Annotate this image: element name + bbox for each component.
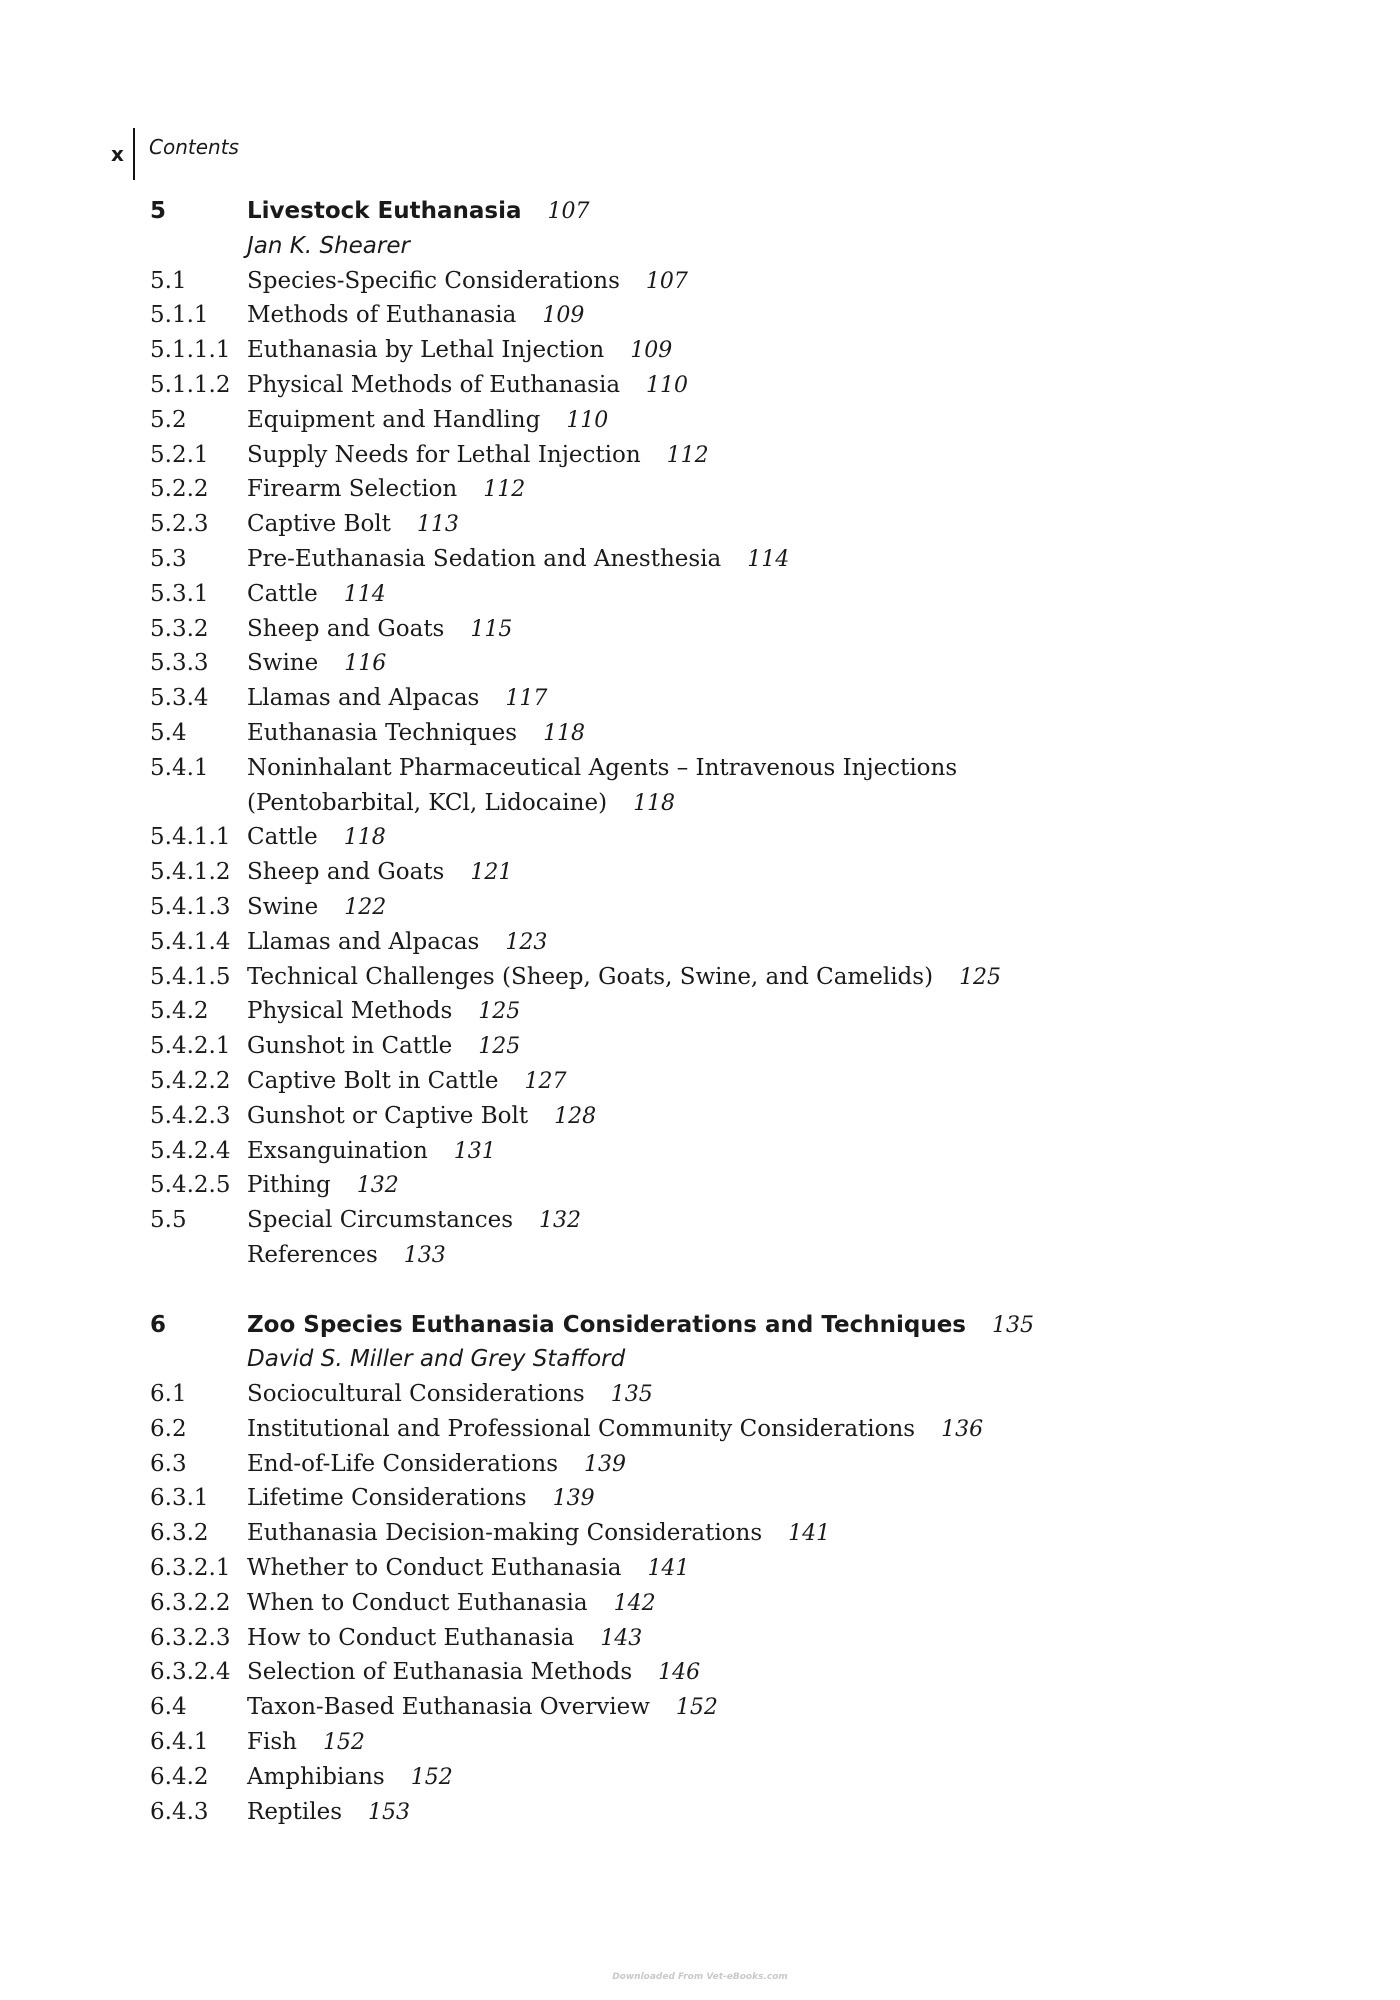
section-number: 5.2 <box>150 406 187 433</box>
toc-entry <box>150 264 1300 299</box>
section-number: 6.3 <box>150 1450 187 1477</box>
section-page-number: 112 <box>483 477 526 503</box>
section-page-number: 143 <box>600 1625 643 1651</box>
section-title: Swine <box>247 893 319 920</box>
section-number: 5.1.1.2 <box>150 371 231 398</box>
toc-entry <box>150 646 1300 681</box>
section-title: Exsanguination <box>247 1137 428 1164</box>
toc-entry <box>150 1551 1300 1586</box>
toc-entry <box>150 1760 1300 1795</box>
toc-entry <box>150 438 1300 473</box>
section-title: Institutional and Professional Community Considerations <box>247 1415 916 1442</box>
toc-entry <box>150 1029 1300 1064</box>
section-number: 6.4 <box>150 1694 187 1721</box>
section-title: Gunshot in Cattle <box>247 1033 453 1060</box>
section-number: 6.4.1 <box>150 1729 209 1756</box>
section-title: Physical Methods <box>247 998 453 1025</box>
chapter-title: Zoo Species Euthanasia Considerations and Techniques <box>247 1311 966 1338</box>
section-page-number: 117 <box>505 686 548 712</box>
section-page-number: 115 <box>470 616 513 642</box>
section-title: Special Circumstances <box>247 1207 514 1234</box>
toc-entry <box>150 1134 1300 1169</box>
section-page-number: 118 <box>633 790 676 816</box>
toc-entry <box>150 1203 1300 1238</box>
toc-entry <box>150 786 1300 821</box>
section-page-number: 152 <box>675 1695 718 1721</box>
section-title: Sheep and Goats <box>247 615 445 642</box>
section-title: Cattle <box>247 824 318 851</box>
section-page-number: 125 <box>959 964 1002 990</box>
section-title: Whether to Conduct Euthanasia <box>247 1555 622 1582</box>
section-title: Sociocultural Considerations <box>247 1381 585 1408</box>
section-page-number: 109 <box>630 338 673 364</box>
section-number: 6.1 <box>150 1381 187 1408</box>
toc-entry <box>150 855 1300 890</box>
section-page-number: 141 <box>647 1556 690 1582</box>
chapter-section <box>150 194 1300 1273</box>
section-page-number: 110 <box>646 372 689 398</box>
section-page-number: 121 <box>470 860 513 886</box>
section-title: Noninhalant Pharmaceutical Agents – Intravenous Injections <box>247 754 958 781</box>
section-page-number: 112 <box>666 442 709 468</box>
section-title: Technical Challenges (Sheep, Goats, Swine, and Camelids) <box>247 963 934 990</box>
section-title: Captive Bolt in Cattle <box>247 1067 499 1094</box>
section-title: How to Conduct Euthanasia <box>247 1624 575 1651</box>
chapter-number: 6 <box>150 1311 167 1338</box>
section-number: 6.3.2.1 <box>150 1555 231 1582</box>
section-title: Methods of Euthanasia <box>247 302 517 329</box>
chapter-title: Livestock Euthanasia <box>247 198 522 224</box>
section-number: 5.4.1.4 <box>150 928 231 955</box>
section-number: 5.4.2.1 <box>150 1033 231 1060</box>
chapter-heading <box>150 1308 1300 1343</box>
chapter-author-row <box>150 1342 1300 1377</box>
section-page-number: 139 <box>552 1486 595 1512</box>
toc-entry <box>150 1516 1300 1551</box>
toc-entry <box>150 368 1300 403</box>
section-number: 5.4.2 <box>150 998 209 1025</box>
toc-entry <box>150 681 1300 716</box>
toc-entry <box>150 1586 1300 1621</box>
section-number: 5.4.1.2 <box>150 859 231 886</box>
section-page-number: 135 <box>610 1382 653 1408</box>
section-title: (Pentobarbital, KCl, Lidocaine) <box>247 789 608 816</box>
section-page-number: 131 <box>453 1138 496 1164</box>
toc-entry <box>150 1168 1300 1203</box>
toc-entry <box>150 1655 1300 1690</box>
section-number: 5.4.1.1 <box>150 824 231 851</box>
section-title: Euthanasia by Lethal Injection <box>247 337 605 364</box>
section-number: 5.1.1.1 <box>150 337 231 364</box>
toc-entry <box>150 820 1300 855</box>
section-page-number: 125 <box>478 999 521 1025</box>
section-number: 6.4.2 <box>150 1763 209 1790</box>
section-title: Equipment and Handling <box>247 406 541 433</box>
toc-entry <box>150 542 1300 577</box>
section-title: Pre-Euthanasia Sedation and Anesthesia <box>247 545 722 572</box>
section-title: Swine <box>247 650 319 677</box>
page-number: x <box>111 142 124 166</box>
toc-entry <box>150 1447 1300 1482</box>
section-title: Cattle <box>247 580 318 607</box>
chapter-author: David S. Miller and Grey Stafford <box>247 1346 626 1373</box>
section-number: 5.4.2.4 <box>150 1137 231 1164</box>
section-title: Gunshot or Captive Bolt <box>247 1102 529 1129</box>
toc-entry <box>150 507 1300 542</box>
section-number: 5.2.2 <box>150 476 209 503</box>
toc-entry <box>150 1690 1300 1725</box>
section-number: 5.2.3 <box>150 511 209 538</box>
toc-entry <box>150 577 1300 612</box>
toc-entry <box>150 1377 1300 1412</box>
toc-entry <box>150 1412 1300 1447</box>
section-number: 5.3.1 <box>150 580 209 607</box>
table-of-contents <box>150 194 1300 1829</box>
toc-entry <box>150 333 1300 368</box>
toc-entry <box>150 472 1300 507</box>
section-title: Euthanasia Decision-making Considerations <box>247 1520 763 1547</box>
section-number: 6.2 <box>150 1415 187 1442</box>
section-page-number: 132 <box>539 1208 582 1234</box>
section-page-number: 118 <box>543 720 586 746</box>
chapter-heading <box>150 194 1300 229</box>
section-page-number: 136 <box>941 1416 984 1442</box>
section-number: 6.3.1 <box>150 1485 209 1512</box>
section-title: References <box>247 1241 378 1268</box>
section-number: 5.4 <box>150 719 187 746</box>
section-title: Lifetime Considerations <box>247 1485 527 1512</box>
section-page-number: 107 <box>645 268 688 294</box>
section-page-number: 118 <box>343 825 386 851</box>
toc-entry <box>150 298 1300 333</box>
section-number: 6.3.2.3 <box>150 1624 231 1651</box>
section-number: 5.1.1 <box>150 302 209 329</box>
section-number: 5.1 <box>150 267 187 294</box>
section-page-number: 109 <box>542 303 585 329</box>
section-title: Pithing <box>247 1172 331 1199</box>
page-header <box>111 128 239 180</box>
section-title: Euthanasia Techniques <box>247 719 518 746</box>
section-page-number: 146 <box>658 1660 701 1686</box>
section-page-number: 133 <box>403 1242 446 1268</box>
section-page-number: 116 <box>344 651 387 677</box>
section-page-number: 152 <box>410 1764 453 1790</box>
section-number: 6.4.3 <box>150 1798 209 1825</box>
section-title: End-of-Life Considerations <box>247 1450 558 1477</box>
section-page-number: 142 <box>613 1590 656 1616</box>
section-number: 5.3.3 <box>150 650 209 677</box>
section-page-number: 153 <box>368 1799 411 1825</box>
section-title: Physical Methods of Euthanasia <box>247 371 621 398</box>
section-page-number: 127 <box>524 1068 567 1094</box>
section-title: Taxon-Based Euthanasia Overview <box>247 1694 650 1721</box>
section-number: 5.5 <box>150 1207 187 1234</box>
toc-entry <box>150 1795 1300 1830</box>
toc-entry <box>150 925 1300 960</box>
section-number: 6.3.2.2 <box>150 1589 231 1616</box>
toc-entry <box>150 1064 1300 1099</box>
toc-entry <box>150 612 1300 647</box>
section-page-number: 113 <box>416 512 459 538</box>
section-number: 5.4.2.5 <box>150 1172 231 1199</box>
section-number: 5.4.1.5 <box>150 963 231 990</box>
section-page-number: 128 <box>554 1103 597 1129</box>
section-page-number: 125 <box>478 1034 521 1060</box>
toc-entry <box>150 1621 1300 1656</box>
chapter-author-row <box>150 229 1300 264</box>
section-title: Amphibians <box>247 1763 385 1790</box>
toc-entry <box>150 960 1300 995</box>
footer-watermark: Downloaded From Vet-eBooks.com <box>612 1972 788 1982</box>
chapter-page-number: 107 <box>547 199 590 224</box>
chapter-author: Jan K. Shearer <box>247 232 410 259</box>
section-title: Firearm Selection <box>247 476 458 503</box>
section-number: 6.3.2 <box>150 1520 209 1547</box>
chapter-section <box>150 1308 1300 1830</box>
section-title: Fish <box>247 1729 297 1756</box>
section-number: 5.3.2 <box>150 615 209 642</box>
section-page-number: 139 <box>584 1451 626 1477</box>
section-title: When to Conduct Euthanasia <box>247 1589 588 1616</box>
toc-entry <box>150 1238 1300 1273</box>
toc-entry <box>150 890 1300 925</box>
section-title: Selection of Euthanasia Methods <box>247 1659 633 1686</box>
section-page-number: 123 <box>505 929 548 955</box>
section-number: 5.4.2.2 <box>150 1067 231 1094</box>
section-title: Captive Bolt <box>247 511 391 538</box>
section-number: 5.4.2.3 <box>150 1102 231 1129</box>
toc-entry <box>150 403 1300 438</box>
toc-entry <box>150 994 1300 1029</box>
section-title: Sheep and Goats <box>247 859 445 886</box>
section-number: 5.2.1 <box>150 441 209 468</box>
section-page-number: 122 <box>344 894 387 920</box>
section-title: Llamas and Alpacas <box>247 928 480 955</box>
header-divider <box>133 128 135 180</box>
section-number: 5.3.4 <box>150 685 209 712</box>
section-page-number: 114 <box>747 546 790 572</box>
section-page-number: 152 <box>322 1730 365 1756</box>
section-number: 5.4.1 <box>150 754 209 781</box>
running-head: Contents <box>149 135 239 159</box>
section-title: Supply Needs for Lethal Injection <box>247 441 641 468</box>
section-title: Reptiles <box>247 1798 343 1825</box>
section-number: 5.3 <box>150 545 187 572</box>
section-page-number: 141 <box>788 1521 831 1547</box>
toc-entry <box>150 751 1300 786</box>
section-title: Species-Specific Considerations <box>247 267 620 294</box>
toc-entry <box>150 1481 1300 1516</box>
toc-entry <box>150 1099 1300 1134</box>
section-page-number: 110 <box>566 407 609 433</box>
toc-entry <box>150 1725 1300 1760</box>
chapter-number: 5 <box>150 198 167 224</box>
section-title: Llamas and Alpacas <box>247 685 480 712</box>
chapter-page-number: 135 <box>992 1312 1034 1338</box>
section-page-number: 114 <box>343 581 386 607</box>
section-number: 6.3.2.4 <box>150 1659 231 1686</box>
toc-entry <box>150 716 1300 751</box>
section-number: 5.4.1.3 <box>150 893 231 920</box>
section-page-number: 132 <box>356 1173 399 1199</box>
